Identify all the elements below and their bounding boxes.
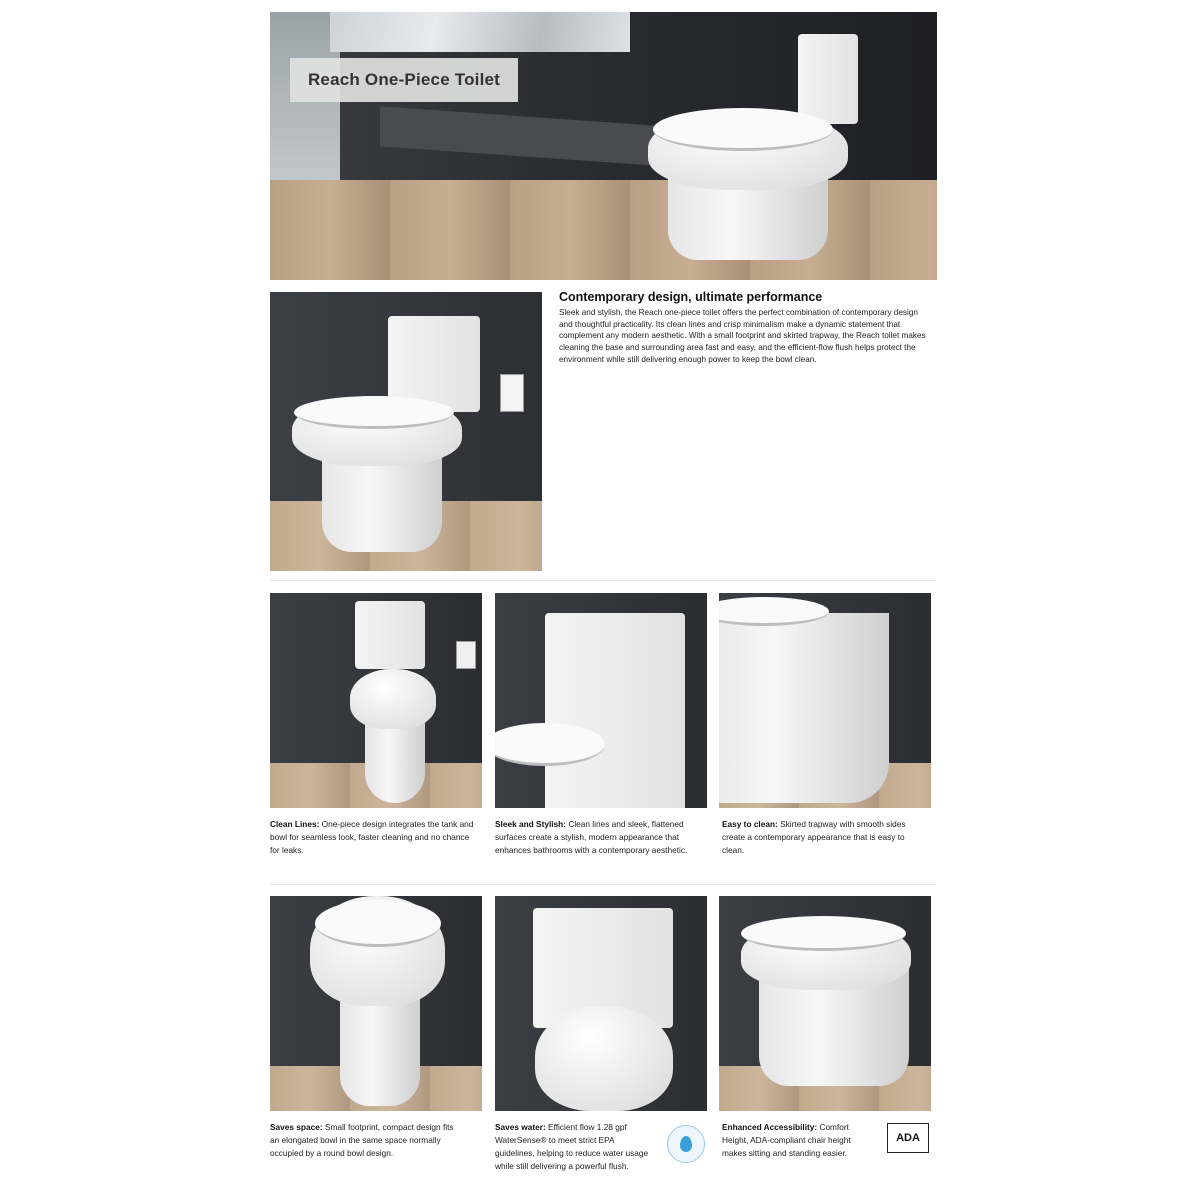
- hero-floor: [270, 180, 937, 280]
- page-title: Reach One-Piece Toilet: [307, 70, 501, 89]
- section-divider: [270, 580, 935, 581]
- hero-marble-vanity: [330, 12, 630, 52]
- watersense-icon: [667, 1125, 705, 1163]
- feature-image-easy-clean: [719, 593, 931, 808]
- feature-caption-saves-water: Saves water: Efficient flow 1.28 gpf WaterSense® to meet strict EPA guidelines, helping to reduce water usage while still delivering a powerful flush.: [495, 1122, 649, 1171]
- feature-caption-clean-lines: Clean Lines: One-piece design integrates the tank and bowl for seamless look, faster cleaning and no chance for leaks.: [270, 819, 474, 855]
- toilet-paper-holder: [500, 374, 524, 412]
- hero-image: [270, 12, 937, 280]
- feature-image-sleek-stylish: [495, 593, 707, 808]
- toilet-skirted-trapway: [719, 613, 889, 803]
- ada-badge: ADA: [887, 1123, 929, 1153]
- toilet-tank: [355, 601, 425, 669]
- hero-title-box: [290, 58, 518, 102]
- water-drop-icon: [680, 1136, 692, 1152]
- toilet-seat: [294, 396, 454, 429]
- feature-image-accessibility: [719, 896, 931, 1111]
- intro-heading: Contemporary design, ultimate performance: [559, 290, 823, 304]
- feature-image-saves-water: [495, 896, 707, 1111]
- hero-toilet-tank: [798, 34, 858, 124]
- feature-image-clean-lines: [270, 593, 482, 808]
- feature-caption-accessibility: Enhanced Accessibility: Comfort Height, ADA-compliant chair height makes sitting and standing easier.: [722, 1122, 851, 1158]
- toilet-paper-holder: [456, 641, 476, 669]
- section-divider: [270, 884, 935, 885]
- toilet-seat: [741, 916, 906, 951]
- contemporary-design-image: [270, 292, 542, 571]
- feature-caption-saves-space: Saves space: Small footprint, compact design fits an elongated bowl in the same space normally occupied by a round bowl design.: [270, 1122, 454, 1158]
- toilet-tank: [545, 613, 685, 808]
- feature-image-saves-space: [270, 896, 482, 1111]
- toilet-seat: [315, 900, 441, 947]
- toilet-bowl: [350, 669, 436, 729]
- feature-caption-easy-clean: Easy to clean: Skirted trapway with smooth sides create a contemporary appearance that is easy to clean.: [722, 819, 906, 855]
- intro-body: Sleek and stylish, the Reach one-piece toilet offers the perfect combination of contemporary design and thoughtful practicality. Its clean lines and crisp minimalism make a dynamic statement that complement any modern aesthetic. With a small footprint and skirted trapway, the Reach toilet makes cleaning the base and surrounding area fast and easy, and the efficient-flow flush helps protect the environment while still delivering enough power to keep the bowl clean.: [559, 308, 926, 364]
- toilet-bowl: [535, 1006, 673, 1111]
- hero-toilet-seat: [653, 108, 833, 151]
- feature-caption-sleek-stylish: Sleek and Stylish: Clean lines and sleek, flattened surfaces create a stylish, modern appearance that enhances bathrooms with a contemporary aesthetic.: [495, 819, 688, 855]
